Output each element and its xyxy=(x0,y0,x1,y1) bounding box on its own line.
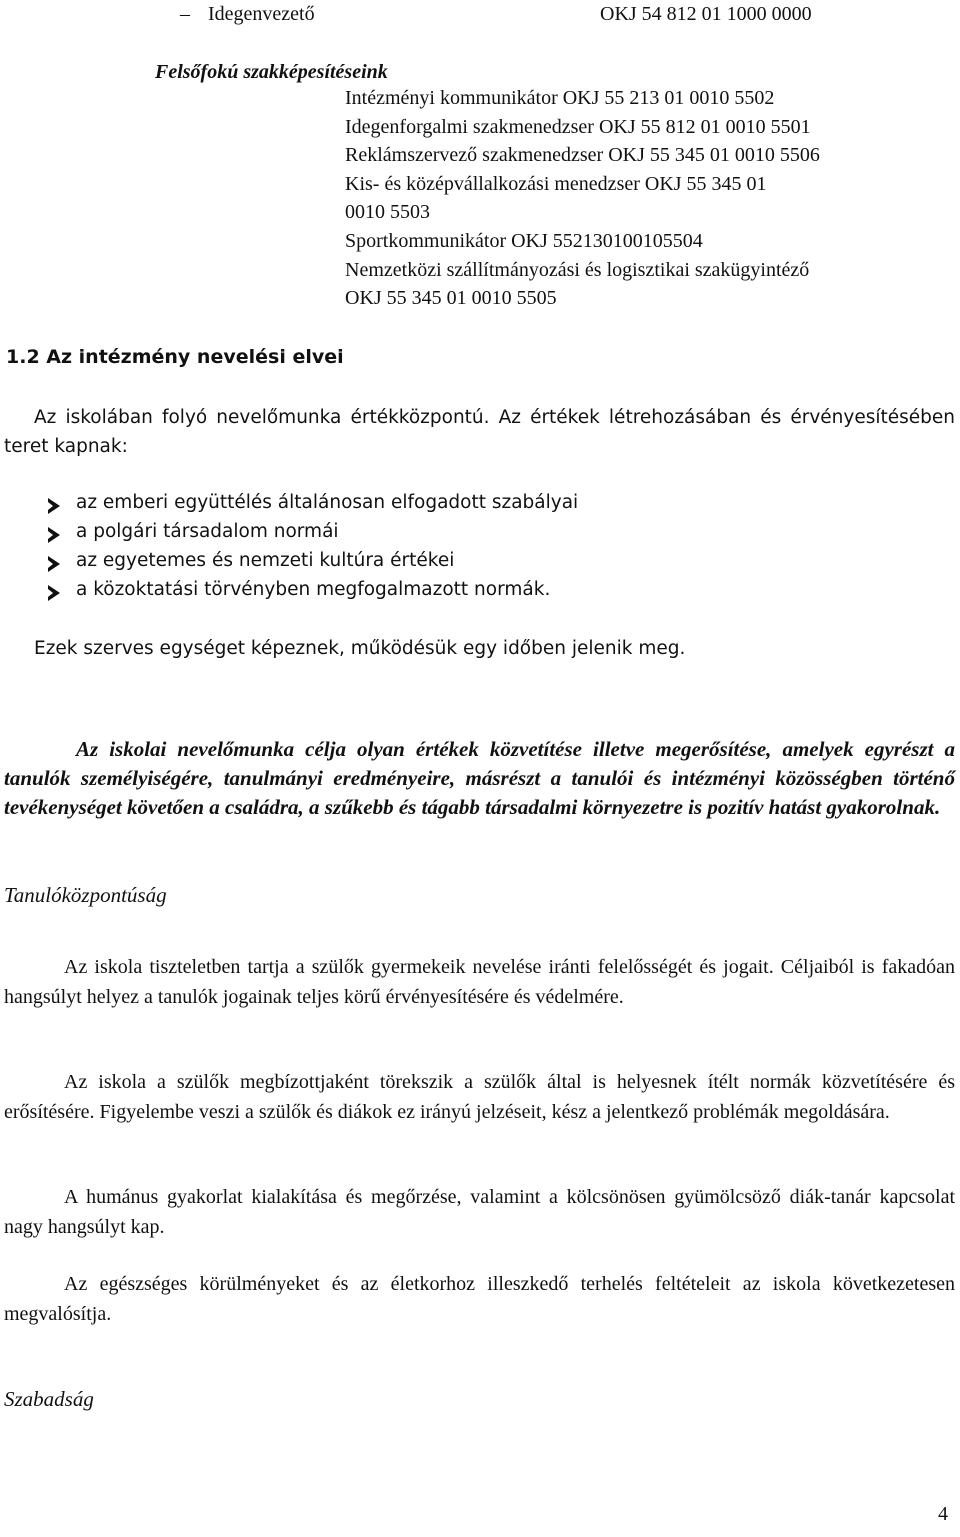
qualification-line: Reklámszervező szakmenedzser OKJ 55 345 01 0010 5506 xyxy=(345,144,820,167)
freedom-heading: Szabadság xyxy=(4,1387,94,1411)
arrow-bullet-icon xyxy=(48,527,60,543)
arrow-bullet-icon xyxy=(48,585,60,601)
qualification-item-tour-guide xyxy=(180,0,880,32)
list-item xyxy=(48,548,908,577)
arrow-bullet-icon xyxy=(48,556,60,572)
student-centered-heading: Tanulóközpontúság xyxy=(4,883,167,907)
values-bullet-list xyxy=(48,490,908,606)
list-item-text: az emberi együttélés általánosan elfogadott szabályai xyxy=(76,492,579,513)
intro-paragraph: Az iskolában folyó nevelőmunka értékközpontú. Az értékek létrehozásában és érvényesítésében teret kapnak: xyxy=(4,407,955,457)
qualification-name: Idegenvezető xyxy=(208,3,315,25)
list-item-text: az egyetemes és nemzeti kultúra értékei xyxy=(76,550,455,571)
student-centered-paragraph: A humánus gyakorlat kialakítása és megőrzése, valamint a kölcsönösen gyümölcsöző diák-tanár kapcsolat nagy hangsúlyt kap. xyxy=(4,1186,955,1238)
list-item-text: a közoktatási törvényben megfogalmazott normák. xyxy=(76,579,551,600)
higher-education-heading: Felsőfokú szakképesítéseink xyxy=(155,61,388,83)
student-centered-paragraph: Az egészséges körülményeket és az életkorhoz illeszkedő terhelés feltételeit az iskola következetesen megvalósítja. xyxy=(4,1273,955,1325)
list-item xyxy=(48,577,908,606)
student-centered-paragraph: Az iskola a szülők megbízottjaként törekszik a szülők által is helyesnek ítélt normák közvetítésére és erősítésére. Figyelembe veszi a szülők és diákok ez irányú jelzéseit, kész a jelentkező problémák megoldására. xyxy=(4,1071,955,1123)
student-centered-paragraph: Az iskola tiszteletben tartja a szülők gyermekeik nevelése iránti felelősségét és jogait. Céljaiból is fakadóan hangsúlyt helyez a tanulók jogainak teljes körű érvényesítésére és védelmére. xyxy=(4,956,955,1008)
qualification-line: Sportkommunikátor OKJ 552130100105504 xyxy=(345,229,703,252)
qualification-line: Kis- és középvállalkozási menedzser OKJ 55 345 01 xyxy=(345,172,767,195)
dash-bullet: – xyxy=(180,3,190,25)
qualification-code: OKJ 54 812 01 1000 0000 xyxy=(600,3,812,25)
summary-paragraph: Ezek szerves egységet képeznek, működésük egy időben jelenik meg. xyxy=(34,638,686,659)
qualification-line: Idegenforgalmi szakmenedzser OKJ 55 812 01 0010 5501 xyxy=(345,115,811,138)
arrow-bullet-icon xyxy=(48,498,60,514)
qualification-line: Nemzetközi szállítmányozási és logisztikai szakügyintéző xyxy=(345,258,810,281)
higher-education-list xyxy=(345,84,945,313)
qualification-line: OKJ 55 345 01 0010 5505 xyxy=(345,287,557,310)
list-item-text: a polgári társadalom normái xyxy=(76,521,339,542)
list-item xyxy=(48,519,908,548)
education-goal-paragraph: Az iskolai nevelőmunka célja olyan értékek közvetítése illetve megerősítése, amelyek egyrészt a tanulók személyiségére, tanulmányi eredményeire, másrészt a tanulói és intézményi közösségben történő tevékenységet követően a családra, a szűkebb és tágabb társadalmi környezetre is pozitív hatást gyakorolnak. xyxy=(4,737,955,819)
list-item xyxy=(48,490,908,519)
section-heading: 1.2 Az intézmény nevelési elvei xyxy=(6,346,344,368)
qualification-line: Intézményi kommunikátor OKJ 55 213 01 0010 5502 xyxy=(345,87,775,109)
page-number: 4 xyxy=(938,1503,948,1525)
qualification-line: 0010 5503 xyxy=(345,201,430,224)
